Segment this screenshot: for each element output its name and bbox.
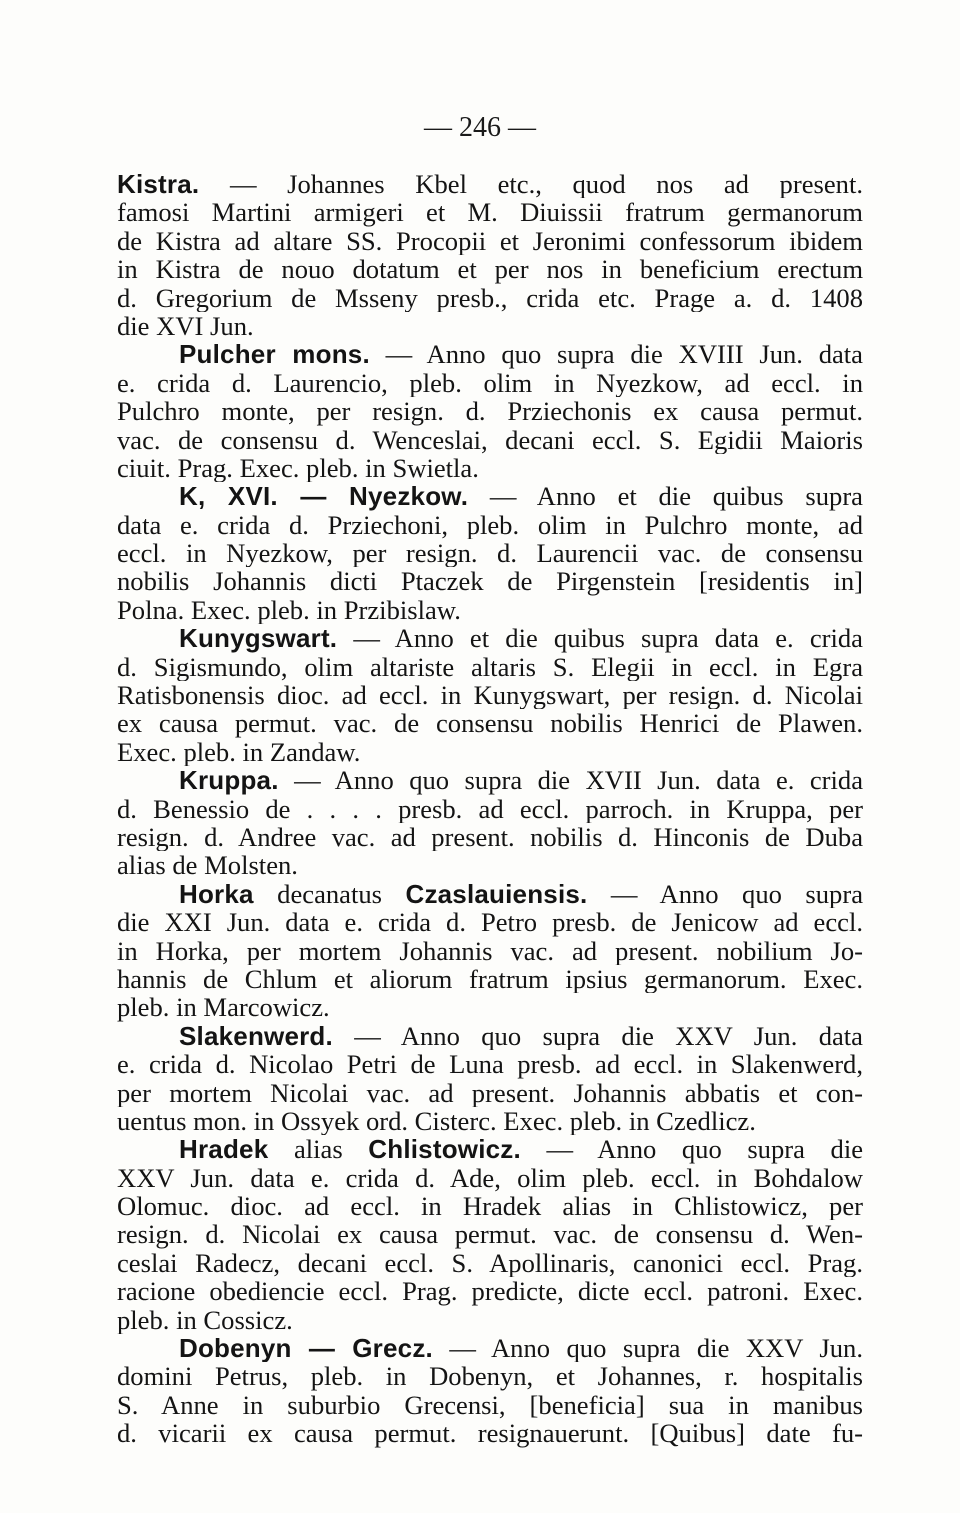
- entry-text: vac. de consensu d. Wenceslai, decani eccl. S. Egidii Maioris: [117, 425, 863, 454]
- text-line: [117, 170, 863, 198]
- text-line: [117, 1277, 863, 1305]
- entry-text: ex causa permut. vac. de consensu nobilis Henrici de Plawen.: [117, 709, 863, 738]
- text-line: [117, 312, 863, 340]
- text-line: [117, 1164, 863, 1192]
- entry-heading: Slakenwerd.: [179, 1021, 333, 1051]
- entry-heading: Pulcher mons.: [179, 340, 370, 369]
- text-line: [117, 624, 863, 652]
- text-line: [117, 880, 863, 908]
- text-line: [117, 1022, 863, 1050]
- entry-text: — Anno quo supra die XVIII Jun. data: [369, 340, 863, 369]
- page-number: — 246 —: [424, 112, 536, 143]
- entry-text: — Johannes Kbel etc., quod nos ad present.: [199, 170, 863, 199]
- entry-text: decanatus: [253, 879, 406, 909]
- entry-heading: Kunygswart.: [179, 624, 338, 653]
- entry-text: Ratisbonensis dioc. ad eccl. in Kunygswart, per resign. d. Nicolai: [117, 681, 863, 710]
- text-line: [117, 227, 863, 255]
- entry-text: XXV Jun. data e. crida d. Ade, olim pleb. eccl. in Bohdalow: [117, 1163, 863, 1193]
- entry-heading: Czaslauiensis.: [405, 879, 588, 909]
- entry-heading: Dobenyn — Grecz.: [179, 1334, 433, 1363]
- text-line: [117, 1334, 863, 1362]
- entry-text: pleb. in Marcowicz.: [117, 993, 330, 1022]
- text-line: [117, 1220, 863, 1248]
- entry-text: famosi Martini armigeri et M. Diuissii fratrum germanorum: [117, 198, 863, 227]
- entry-text: alias de Molsten.: [117, 851, 298, 880]
- entry-text: Polna. Exec. pleb. in Przibislaw.: [117, 595, 461, 625]
- entry-text: Pulchro monte, per resign. d. Prziechonis ex causa permut.: [117, 397, 863, 426]
- entry-text: — Anno quo supra: [587, 879, 863, 909]
- entry-text: die XXI Jun. data e. crida d. Petro presb. de Jenicow ad eccl.: [117, 908, 863, 937]
- entry-heading: Horka: [179, 879, 254, 909]
- text-line: [117, 1107, 863, 1135]
- entry-text: — Anno quo supra die XXV Jun.: [432, 1334, 863, 1363]
- text-line: [117, 709, 863, 737]
- text-line: [117, 340, 863, 368]
- text-line: [117, 596, 863, 624]
- entry-text: d. Sigismundo, olim altariste altaris S. Elegii in eccl. in Egra: [117, 652, 863, 682]
- text-line: [117, 284, 863, 312]
- entry-heading: Chlistowicz.: [368, 1135, 521, 1164]
- entry-text: e. crida d. Laurencio, pleb. olim in Nyezkow, ad eccl. in: [117, 368, 863, 398]
- entry-text: in Kistra de nouo dotatum et per nos in beneficium erectum: [117, 255, 863, 284]
- text-line: [117, 539, 863, 567]
- text-line: [117, 653, 863, 681]
- text-line: [117, 738, 863, 766]
- text-line: [117, 255, 863, 283]
- text-line: [117, 965, 863, 993]
- entry-text: nobilis Johannis dicti Ptaczek de Pirgenstein [residentis in]: [117, 567, 863, 596]
- entry-text: — Anno quo supra die XXV Jun. data: [332, 1021, 863, 1051]
- text-line: [117, 1306, 863, 1334]
- entry-text: die XVI Jun.: [117, 311, 254, 341]
- entry-text: domini Petrus, pleb. in Dobenyn, et Johannes, r. hospitalis: [117, 1362, 863, 1391]
- entry-text: resign. d. Nicolai ex causa permut. vac. de consensu d. Wen-: [117, 1220, 863, 1249]
- text-line: [117, 511, 863, 539]
- entry-heading: Hradek: [179, 1135, 269, 1164]
- entry-text: — Anno quo supra die XVII Jun. data e. crida: [278, 766, 863, 795]
- entry-text: per mortem Nicolai vac. ad present. Johannis abbatis et con-: [117, 1078, 863, 1107]
- text-line: [117, 482, 863, 510]
- entry-text: S. Anne in suburbio Grecensi, [beneficia] sua in manibus: [117, 1390, 863, 1420]
- text-line: [117, 1391, 863, 1419]
- entry-text: Olomuc. dioc. ad eccl. in Hradek alias in Chlistowicz, per: [117, 1192, 863, 1221]
- entry-text: e. crida d. Nicolao Petri de Luna presb. ad eccl. in Slakenwerd,: [117, 1050, 863, 1079]
- entry-text: d. Gregorium de Msseny presb., crida etc. Prage a. d. 1408: [117, 283, 863, 312]
- text-line: [117, 766, 863, 794]
- entry-text: ceslai Radecz, decani eccl. S. Apollinaris, canonici eccl. Prag.: [117, 1248, 863, 1278]
- text-line: [117, 1419, 863, 1447]
- text-line: [117, 426, 863, 454]
- entry-text: de Kistra ad altare SS. Procopii et Jeronimi confessorum ibidem: [117, 226, 863, 256]
- text-line: [117, 1079, 863, 1107]
- entry-text: d. Benessio de . . . . presb. ad eccl. parroch. in Kruppa, per: [117, 794, 863, 823]
- entry-text: — Anno quo supra die: [520, 1135, 863, 1164]
- entry-text: d. vicarii ex causa permut. resignauerunt. [Quibus] date fu-: [117, 1419, 863, 1448]
- text-line: [117, 1192, 863, 1220]
- entry-text: alias: [268, 1135, 369, 1164]
- text-line: [117, 369, 863, 397]
- entry-heading: Kistra.: [117, 170, 200, 199]
- text-line: [117, 1362, 863, 1390]
- text-line: [117, 397, 863, 425]
- entry-text: data e. crida d. Prziechoni, pleb. olim in Pulchro monte, ad: [117, 510, 863, 540]
- text-line: [117, 681, 863, 709]
- entry-text: resign. d. Andree vac. ad present. nobilis d. Hinconis de Duba: [117, 822, 863, 852]
- text-line: [117, 795, 863, 823]
- text-line: [117, 567, 863, 595]
- entry-heading: K, XVI. — Nyezkow.: [179, 482, 469, 511]
- text-line: [117, 937, 863, 965]
- entry-text: Exec. pleb. in Zandaw.: [117, 737, 361, 767]
- body-text: [117, 170, 863, 1448]
- text-line: [117, 454, 863, 482]
- text-line: [117, 198, 863, 226]
- text-line: [117, 1249, 863, 1277]
- entry-text: in Horka, per mortem Johannis vac. ad present. nobilium Jo-: [117, 936, 863, 965]
- entry-text: — Anno et die quibus supra: [468, 482, 863, 511]
- text-line: [117, 823, 863, 851]
- entry-text: uentus mon. in Ossyek ord. Cisterc. Exec. pleb. in Czedlicz.: [117, 1106, 756, 1136]
- text-line: [117, 851, 863, 879]
- text-line: [117, 1135, 863, 1163]
- text-line: [117, 1050, 863, 1078]
- entry-text: — Anno et die quibus supra data e. crida: [337, 624, 863, 653]
- text-line: [117, 908, 863, 936]
- text-line: [117, 993, 863, 1021]
- entry-text: pleb. in Cossicz.: [117, 1305, 293, 1335]
- entry-text: hannis de Chlum et aliorum fratrum ipsius germanorum. Exec.: [117, 964, 863, 994]
- entry-text: ciuit. Prag. Exec. pleb. in Swietla.: [117, 453, 479, 483]
- entry-text: racione obediencie eccl. Prag. predicte, dicte eccl. patroni. Exec.: [117, 1277, 863, 1306]
- entry-text: eccl. in Nyezkow, per resign. d. Laurencii vac. de consensu: [117, 539, 863, 568]
- entry-heading: Kruppa.: [179, 766, 279, 795]
